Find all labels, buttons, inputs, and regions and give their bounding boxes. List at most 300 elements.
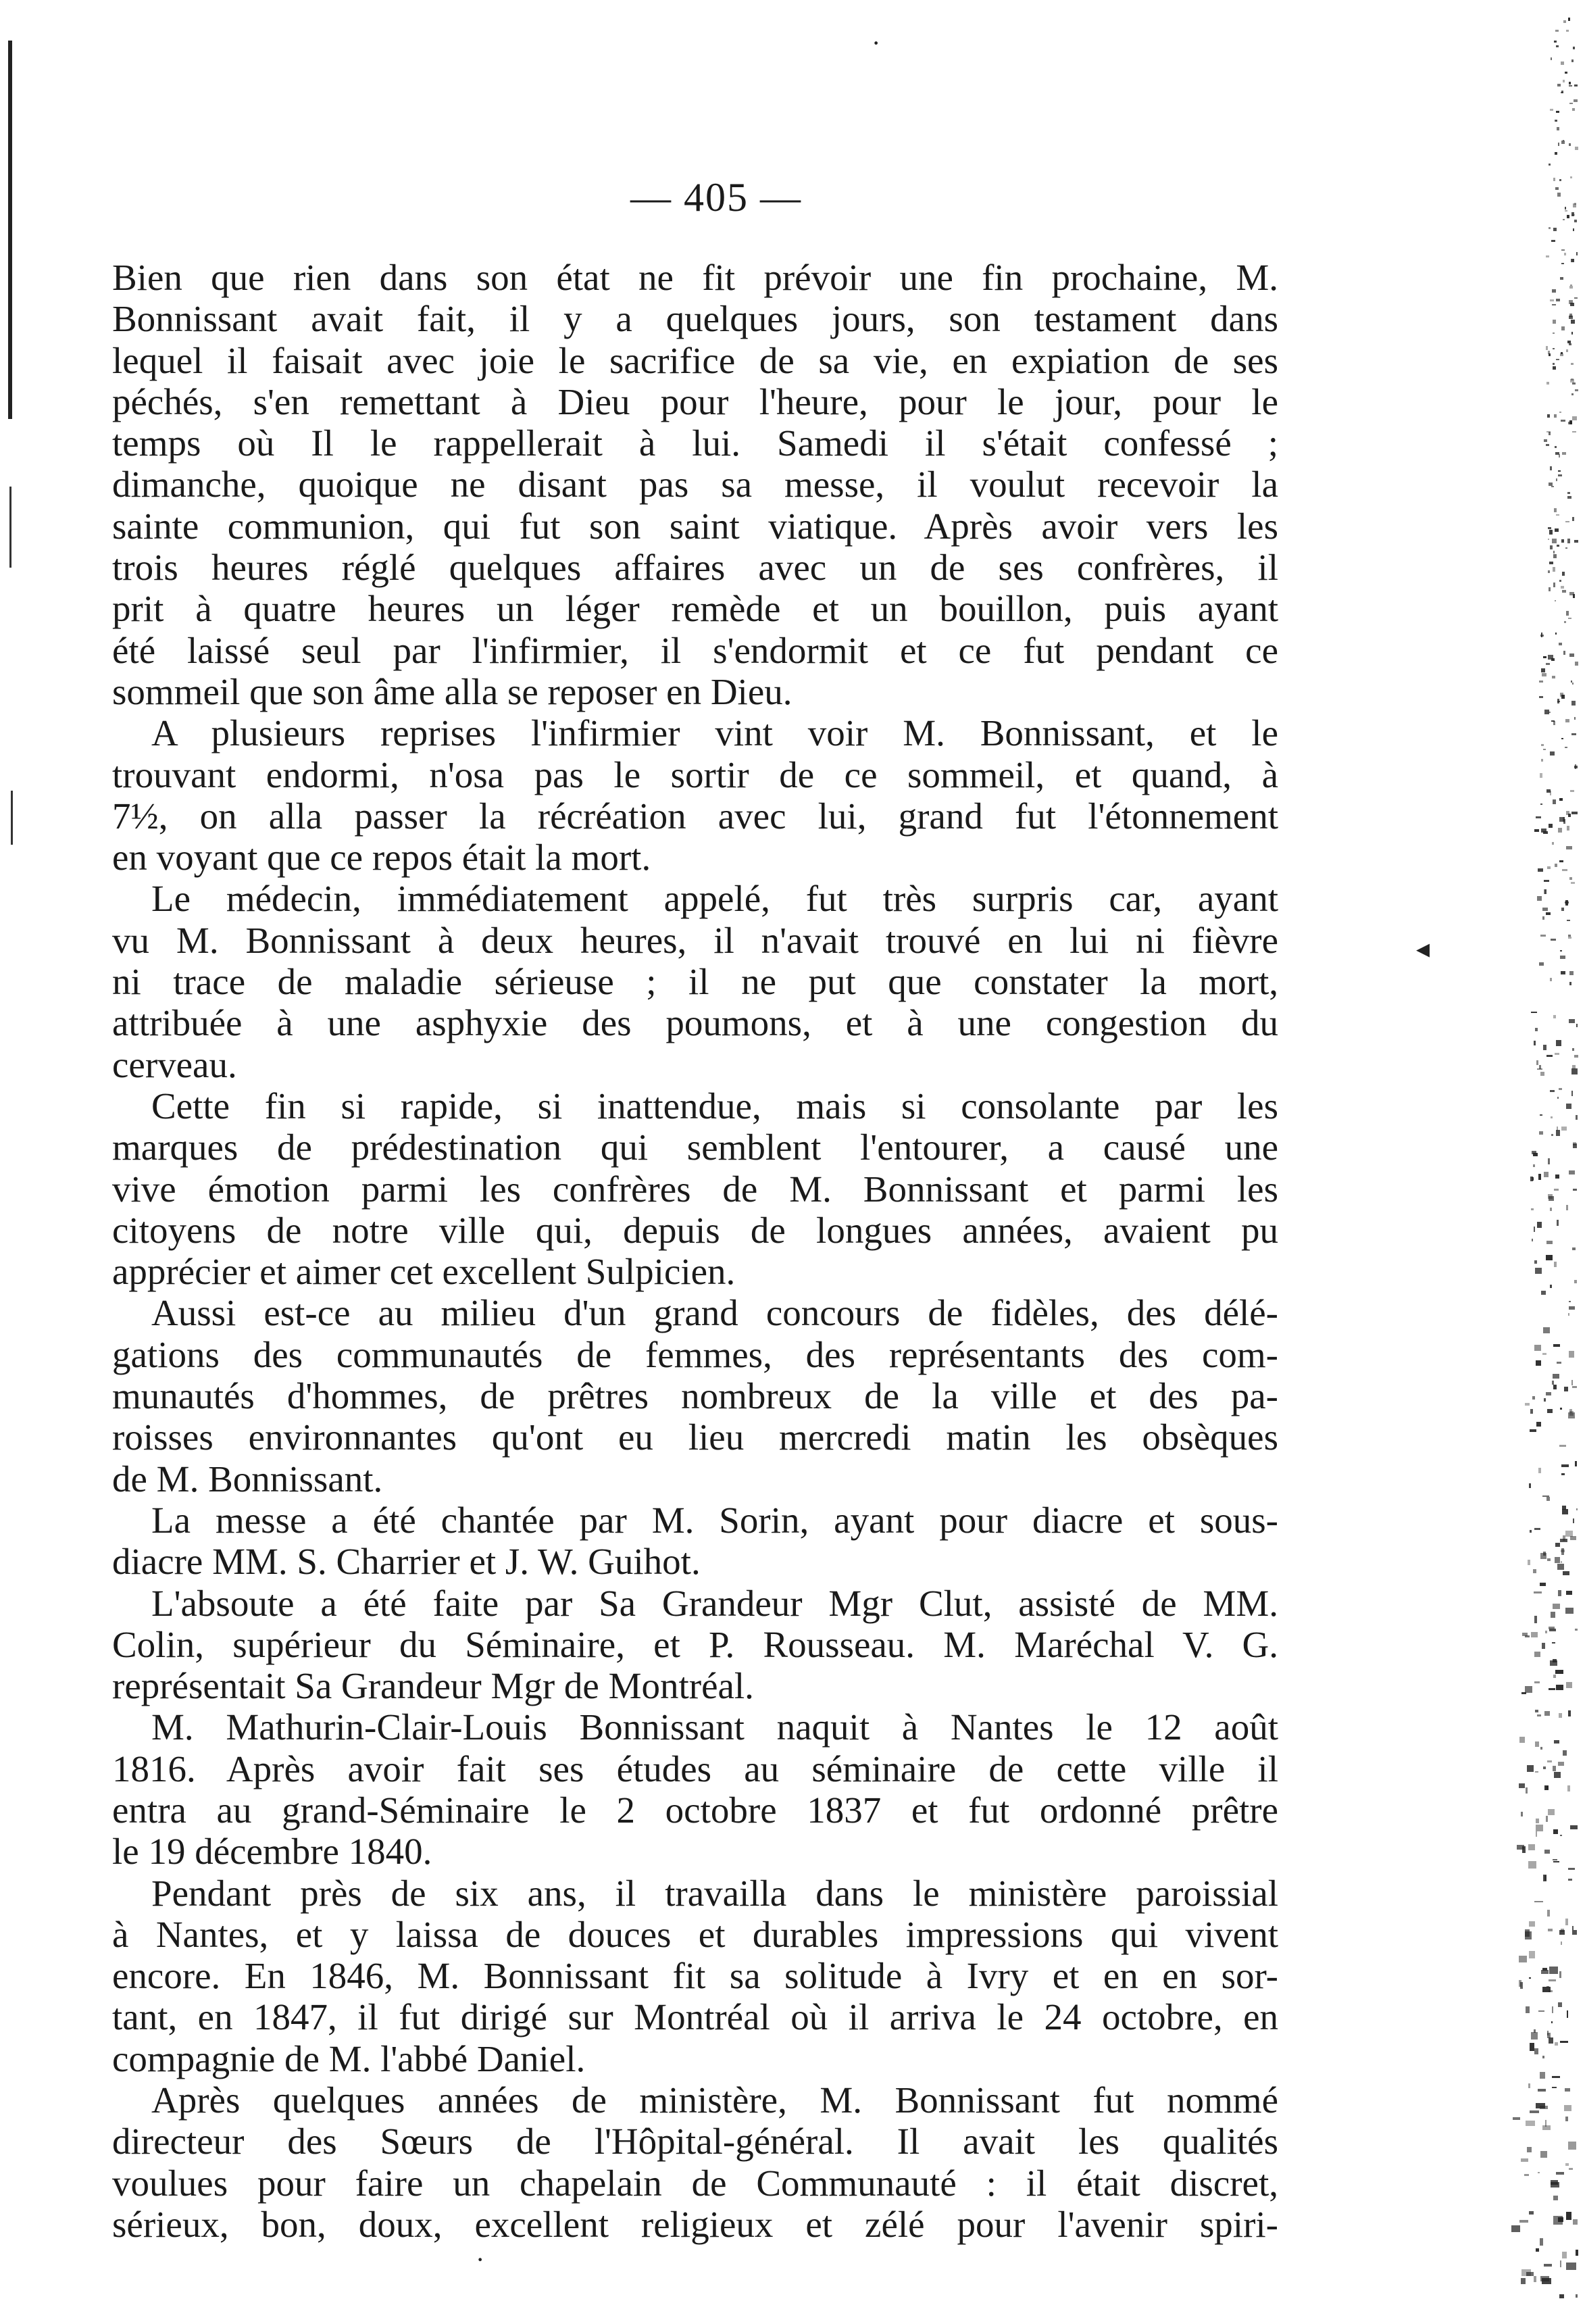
scan-speck — [1546, 346, 1547, 349]
scan-speck — [1553, 348, 1555, 349]
scan-speck — [1543, 1552, 1546, 1556]
scan-speck — [1549, 562, 1553, 564]
scan-speck — [1551, 1116, 1553, 1118]
scan-speck — [1541, 829, 1546, 833]
scan-speck — [1572, 1926, 1574, 1929]
scan-speck — [1549, 1990, 1553, 1992]
scan-speck — [1552, 289, 1556, 293]
scan-speck — [1574, 766, 1578, 768]
scan-speck — [1546, 255, 1549, 257]
scan-speck — [1565, 2088, 1570, 2092]
scan-speck — [1553, 1374, 1559, 1379]
scan-speck — [1536, 1360, 1541, 1366]
text-line: été laissé seul par l'infirmier, il s'endormit et ce fut pendant ce — [112, 629, 1278, 671]
body-text — [112, 257, 1278, 2245]
scan-speck — [1553, 2196, 1558, 2200]
scan-speck — [1569, 143, 1571, 146]
scan-speck — [1566, 1205, 1568, 1210]
scan-speck — [1553, 1344, 1560, 1347]
scan-speck — [1566, 2263, 1576, 2270]
scan-speck — [1526, 2006, 1530, 2013]
scan-speck — [1534, 2276, 1536, 2282]
scan-speck — [1517, 1845, 1525, 1850]
scan-speck — [1564, 1387, 1567, 1391]
scan-speck — [1569, 343, 1571, 345]
scan-speck — [1546, 1055, 1553, 1057]
scan-speck — [1554, 414, 1556, 418]
scan-speck — [1534, 1681, 1540, 1683]
scan-speck — [1553, 583, 1555, 587]
scan-speck — [1552, 1642, 1555, 1643]
scan-speck — [1569, 286, 1573, 289]
scan-speck — [1529, 2211, 1534, 2215]
scan-speck — [1526, 2121, 1535, 2126]
scan-speck — [1563, 1535, 1565, 1541]
scan-speck — [1558, 1590, 1561, 1597]
scan-speck — [1569, 300, 1573, 304]
scan-speck — [1525, 1931, 1532, 1939]
scan-speck — [1561, 586, 1564, 589]
scan-speck — [1553, 1859, 1557, 1860]
scan-speck — [1570, 176, 1572, 179]
scan-speck — [1547, 1558, 1550, 1561]
scan-speck — [1555, 1543, 1560, 1548]
scan-speck — [1529, 1977, 1531, 1979]
scan-speck — [1530, 1409, 1533, 1414]
scan-speck — [1556, 514, 1559, 516]
scan-speck — [1575, 1629, 1578, 1631]
text-line: 1816. Après avoir fait ses études au séminaire de cette ville il — [112, 1748, 1278, 1789]
scan-speck — [1567, 215, 1569, 218]
scan-speck — [1566, 1104, 1571, 1109]
scan-speck — [1568, 618, 1571, 619]
scan-speck — [1568, 18, 1570, 21]
scan-speck — [1562, 452, 1566, 455]
scan-speck — [1552, 539, 1557, 543]
scan-speck — [1525, 1403, 1530, 1405]
scan-speck — [1555, 633, 1557, 635]
scan-speck — [1554, 1740, 1560, 1744]
scan-speck — [1552, 2087, 1557, 2089]
scan-speck — [1559, 1713, 1562, 1718]
scan-speck — [1550, 466, 1552, 470]
scan-speck — [1569, 982, 1571, 985]
scan-speck — [1536, 816, 1540, 818]
scan-speck — [1572, 431, 1576, 433]
scan-speck — [1521, 1812, 1523, 1816]
scan-speck — [1555, 528, 1559, 532]
scan-speck — [1571, 733, 1576, 735]
text-line: entra au grand-Séminaire le 2 octobre 1837 et fut ordonné prêtre — [112, 1789, 1278, 1831]
scan-speck — [1531, 1208, 1534, 1210]
scan-speck — [1571, 378, 1574, 380]
scan-speck — [1566, 349, 1568, 351]
scan-speck — [1569, 1306, 1574, 1310]
text-line: Aussi est-ce au milieu d'un grand concours de fidèles, des délé- — [151, 1292, 1278, 1334]
scan-speck — [1539, 962, 1544, 966]
scan-speck — [1544, 1398, 1546, 1402]
scan-speck — [1558, 474, 1562, 477]
scan-speck — [1565, 207, 1566, 209]
scan-speck — [1569, 85, 1572, 86]
scan-speck — [1547, 1910, 1549, 1917]
scan-speck — [1569, 1019, 1575, 1023]
scan-speck — [1573, 203, 1576, 207]
scan-speck — [1575, 662, 1578, 666]
scan-speck — [1555, 600, 1557, 601]
scan-speck — [1553, 320, 1556, 324]
text-line: Le médecin, immédiatement appelé, fut très surpris car, ayant — [151, 878, 1278, 920]
text-line: 7½, on alla passer la récréation avec lui, grand fut l'étonnement — [112, 795, 1278, 837]
page-edge-shadow — [9, 487, 11, 568]
scan-speck — [1566, 1591, 1572, 1595]
scan-speck — [1519, 1956, 1526, 1962]
scan-speck — [1545, 2120, 1546, 2127]
scan-speck — [1542, 2056, 1544, 2058]
scan-speck — [1529, 1483, 1531, 1488]
page-edge-shadow — [8, 41, 12, 419]
scan-speck — [1560, 950, 1562, 951]
scan-speck: · — [872, 28, 881, 58]
scan-speck — [1560, 2041, 1568, 2044]
scan-speck — [1550, 1285, 1552, 1288]
scan-speck — [1566, 30, 1569, 32]
scan-speck — [1557, 193, 1561, 196]
scan-speck — [1566, 611, 1568, 616]
text-line: citoyens de notre ville qui, depuis de longues années, avaient pu — [112, 1209, 1278, 1251]
scan-speck — [1557, 1362, 1562, 1364]
scan-speck — [1562, 869, 1567, 871]
text-line: le 19 décembre 1840. — [112, 1831, 432, 1873]
scan-speck — [1574, 84, 1578, 86]
scan-speck — [1549, 164, 1550, 166]
scan-speck — [1546, 663, 1550, 664]
scan-speck — [1563, 140, 1564, 141]
scan-speck — [1519, 1783, 1525, 1787]
text-line: représentait Sa Grandeur Mgr de Montréal. — [112, 1665, 754, 1707]
scan-speck — [1532, 1396, 1535, 1400]
scan-speck — [1535, 1028, 1537, 1031]
scan-speck — [1569, 971, 1574, 975]
scan-speck — [1565, 72, 1567, 73]
scan-speck — [1555, 1557, 1559, 1563]
scan-speck — [1556, 359, 1559, 360]
scan-speck — [1535, 1268, 1542, 1273]
scan-speck — [1566, 1682, 1573, 1688]
scan-speck — [1561, 1464, 1569, 1467]
scan-speck — [1535, 1771, 1538, 1773]
text-line: directeur des Sœurs de l'Hôpital-général. Il avait les qualités — [112, 2121, 1278, 2162]
scan-speck — [1555, 452, 1559, 455]
text-line: Bonnissant avait fait, il y a quelques jours, son testament dans — [112, 298, 1278, 340]
scan-speck — [1568, 1710, 1571, 1716]
scan-speck — [1540, 1114, 1542, 1116]
scan-speck — [1561, 738, 1563, 739]
scan-speck — [1569, 1170, 1575, 1175]
scan-speck — [1565, 901, 1569, 904]
scan-speck — [1546, 1255, 1553, 1260]
scan-speck — [1564, 253, 1566, 255]
scan-speck — [1553, 178, 1555, 181]
scan-speck — [1565, 210, 1567, 212]
scan-speck — [1557, 699, 1559, 703]
scan-speck — [1570, 1825, 1577, 1829]
scan-speck — [1536, 1831, 1537, 1837]
scan-speck — [1550, 751, 1555, 756]
scan-speck — [1558, 1762, 1565, 1766]
text-line: sérieux, bon, doux, excellent religieux et zélé pour l'avenir spiri- — [112, 2203, 1278, 2245]
scan-speck — [1531, 2032, 1538, 2039]
text-line: dimanche, quoique ne disant pas sa messe, il voulut recevoir la — [112, 464, 1278, 505]
scan-speck — [1553, 1829, 1558, 1834]
scan-speck — [1571, 320, 1575, 323]
scan-speck — [1561, 263, 1564, 264]
scan-speck — [1533, 1569, 1536, 1573]
scan-speck — [1553, 1659, 1557, 1662]
text-line: ni trace de maladie sérieuse ; il ne put que constater la mort, — [112, 961, 1278, 1003]
scan-speck — [1561, 326, 1565, 330]
scan-speck — [1557, 1564, 1564, 1570]
text-line: en voyant que ce repos était la mort. — [112, 837, 651, 879]
text-line: encore. En 1846, M. Bonnissant fit sa solitude à Ivry et en en sor- — [112, 1955, 1278, 1997]
scan-speck — [1573, 47, 1575, 49]
scan-speck — [1556, 478, 1558, 480]
scan-speck — [1559, 1088, 1562, 1090]
scan-speck — [1555, 152, 1557, 155]
scan-speck — [1573, 1518, 1574, 1523]
scan-speck — [1530, 2043, 1534, 2051]
scan-speck — [1550, 545, 1553, 549]
scan-speck — [1576, 2250, 1578, 2256]
scan-speck — [1554, 1262, 1556, 1266]
text-line: A plusieurs reprises l'infirmier vint voir M. Bonnissant, et le — [151, 712, 1278, 754]
scan-speck — [1549, 587, 1551, 591]
scan-speck — [1563, 20, 1565, 23]
scan-speck — [1565, 1919, 1568, 1925]
scan-speck — [1546, 912, 1551, 915]
scan-speck — [1559, 1971, 1561, 1979]
scan-speck — [1557, 1097, 1559, 1099]
scan-speck — [1553, 2216, 1563, 2224]
scan-speck — [1534, 1616, 1537, 1623]
scan-speck — [1543, 656, 1546, 658]
scan-speck — [1548, 1809, 1555, 1815]
scan-speck — [1557, 127, 1559, 130]
scan-speck — [1562, 1506, 1566, 1510]
scan-speck — [1567, 492, 1570, 494]
scan-speck — [1544, 1875, 1546, 1881]
scan-speck — [1571, 259, 1574, 262]
scan-speck — [1566, 2212, 1571, 2220]
scan-speck — [1529, 1951, 1534, 1958]
scan-speck — [1559, 1445, 1566, 1447]
scan-speck — [1560, 1408, 1561, 1410]
text-line: trois heures réglé quelques affaires avec un de ses confrères, il — [112, 547, 1278, 589]
scan-speck — [1572, 1930, 1576, 1935]
scan-speck — [1549, 1967, 1558, 1974]
scan-speck — [1548, 351, 1550, 354]
scan-speck — [1574, 297, 1578, 299]
scan-speck — [1571, 363, 1574, 364]
scan-speck — [1541, 744, 1543, 747]
scan-speck — [1559, 412, 1561, 413]
scan-speck — [1568, 1412, 1574, 1418]
scan-speck — [1573, 2219, 1578, 2225]
scan-speck — [1560, 277, 1563, 280]
scan-speck — [1519, 1737, 1524, 1743]
scan-speck — [1528, 1844, 1536, 1850]
scan-speck — [1575, 389, 1578, 391]
scan-speck — [1546, 382, 1549, 385]
scan-speck — [1550, 978, 1553, 981]
scan-speck — [1561, 61, 1564, 65]
scan-speck — [1548, 527, 1552, 529]
scan-speck — [1569, 82, 1571, 84]
scan-speck — [1524, 2174, 1529, 2176]
scan-speck — [1559, 817, 1565, 822]
scan-speck — [1573, 228, 1574, 232]
scan-speck — [1562, 590, 1566, 593]
scan-speck — [1548, 539, 1550, 540]
scan-speck — [1553, 1604, 1560, 1609]
scan-speck — [1555, 446, 1557, 447]
scan-speck — [1571, 332, 1574, 335]
scan-speck — [1541, 1291, 1546, 1294]
scan-speck — [1572, 108, 1575, 111]
scan-speck — [1554, 1189, 1559, 1190]
scan-speck — [1534, 1591, 1542, 1593]
scan-speck — [1549, 2037, 1554, 2044]
text-line: M. Mathurin-Clair-Louis Bonnissant naquit à Nantes le 12 août — [151, 1706, 1278, 1748]
scan-speck — [1568, 2142, 1576, 2150]
scan-speck — [1571, 393, 1574, 395]
scan-speck — [1534, 1260, 1537, 1264]
scan-speck — [1540, 2072, 1545, 2079]
scan-speck — [1569, 877, 1572, 880]
scan-speck — [1553, 332, 1555, 334]
scan-speck — [1528, 1560, 1530, 1565]
scan-speck — [1541, 668, 1544, 672]
scan-speck — [1549, 227, 1551, 229]
scan-speck — [1553, 551, 1555, 554]
scan-speck — [1576, 1115, 1578, 1120]
scan-speck — [1552, 2006, 1553, 2013]
scan-speck — [1544, 880, 1550, 882]
text-line: apprécier et aimer cet excellent Sulpicien. — [112, 1251, 736, 1293]
text-line: temps où Il le rappellerait à lui. Samedi il s'était confessé ; — [112, 422, 1278, 464]
text-line: La messe a été chantée par M. Sorin, ayant pour diacre et sous- — [151, 1499, 1278, 1541]
text-line: trouvant endormi, n'osa pas le sortir de ce sommeil, et quand, à — [112, 753, 1278, 795]
scan-speck — [1520, 1982, 1524, 1988]
scan-speck — [1570, 1536, 1576, 1539]
scan-speck — [1554, 508, 1557, 513]
scan-speck — [1556, 2172, 1564, 2175]
scan-speck — [1559, 2294, 1564, 2299]
scan-speck — [1572, 683, 1574, 685]
scan-speck — [1549, 1688, 1555, 1690]
scan-speck — [1551, 486, 1554, 487]
scan-speck — [1553, 1675, 1556, 1678]
scan-speck — [1544, 439, 1546, 442]
scan-speck — [1571, 1380, 1574, 1385]
scan-speck — [1538, 2010, 1544, 2012]
scan-speck — [1521, 2158, 1529, 2162]
scan-speck — [1538, 1468, 1541, 1473]
scan-speck — [1576, 1024, 1578, 1027]
scan-speck — [1571, 1068, 1577, 1074]
scan-speck — [1553, 1766, 1556, 1771]
scan-speck — [1558, 2002, 1562, 2007]
scan-speck — [1544, 1711, 1549, 1716]
text-line: sommeil que son âme alla se reposer en Dieu. — [112, 670, 792, 712]
scan-speck — [1556, 1130, 1560, 1135]
scan-speck — [1568, 935, 1570, 936]
scan-speck — [1544, 2264, 1552, 2267]
scan-speck — [1551, 1612, 1555, 1618]
scan-speck — [1552, 842, 1554, 845]
scan-speck — [1542, 1353, 1546, 1355]
scan-speck — [1557, 1220, 1559, 1225]
scan-speck — [1572, 1065, 1576, 1069]
scan-speck — [1567, 1785, 1570, 1791]
scan-speck — [1557, 545, 1559, 547]
scan-speck — [1551, 720, 1555, 722]
scan-speck — [1555, 1670, 1563, 1674]
scan-speck — [1536, 1819, 1539, 1823]
scan-speck — [1570, 790, 1574, 792]
scan-speck — [1542, 916, 1544, 919]
scan-speck — [1546, 1392, 1551, 1395]
scan-speck — [1571, 681, 1573, 683]
scan-speck — [1538, 1174, 1540, 1180]
scan-speck — [1527, 1765, 1534, 1771]
scan-speck — [1549, 824, 1553, 828]
scan-speck — [1543, 1045, 1546, 1050]
scan-speck — [1528, 2083, 1530, 2088]
scan-speck — [1550, 109, 1553, 111]
scan-speck — [1553, 1015, 1555, 1018]
scan-speck — [1555, 30, 1559, 32]
scan-speck — [1566, 846, 1572, 849]
scan-speck — [1557, 84, 1561, 86]
scan-speck — [1551, 57, 1552, 61]
scan-speck — [1537, 896, 1542, 901]
scan-speck — [1558, 143, 1560, 146]
scan-speck — [1563, 651, 1565, 655]
scan-speck — [1561, 1473, 1565, 1475]
scan-speck — [1521, 2278, 1526, 2284]
scan-speck — [1561, 695, 1565, 699]
scan-speck — [1574, 99, 1577, 102]
scan-speck — [1561, 1550, 1565, 1552]
scan-speck — [1540, 2151, 1546, 2158]
scan-speck — [1563, 80, 1565, 82]
scan-speck — [1511, 2225, 1520, 2232]
scan-speck — [1555, 187, 1559, 189]
scan-speck — [1568, 1313, 1569, 1316]
scan-speck — [1565, 747, 1568, 748]
scan-speck — [1562, 572, 1565, 576]
text-line: munautés d'hommes, de prêtres nombreux de la ville et des pa- — [112, 1375, 1278, 1417]
scan-speck — [1564, 2105, 1571, 2111]
scan-speck — [1573, 1143, 1577, 1148]
scan-speck — [1566, 811, 1569, 815]
scan-speck — [1547, 866, 1551, 869]
scan-speck — [1537, 1714, 1541, 1716]
scan-speck — [1534, 1345, 1542, 1351]
scan-speck — [1560, 956, 1565, 959]
scan-speck — [1555, 864, 1557, 867]
